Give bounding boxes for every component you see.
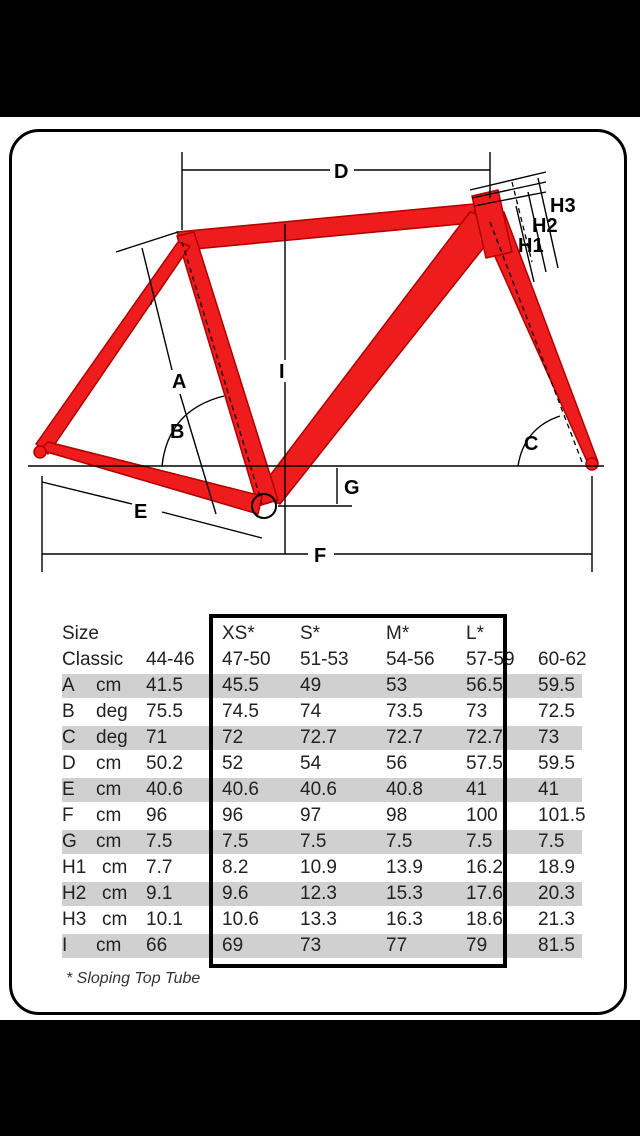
row-value: 72 — [222, 727, 244, 748]
row-value: 45.5 — [222, 675, 259, 696]
row-value: 59.5 — [538, 753, 575, 774]
row-unit: deg — [96, 701, 128, 722]
classic-size-5: 57-59 — [466, 649, 515, 670]
row-value: 21.3 — [538, 909, 575, 930]
row-value: 72.7 — [466, 727, 503, 748]
row-unit: cm — [96, 805, 122, 826]
row-value: 56.5 — [466, 675, 503, 696]
size-header-s: S* — [300, 623, 321, 644]
row-label: E — [62, 779, 75, 800]
row-value: 69 — [222, 935, 244, 956]
row-value: 96 — [222, 805, 244, 826]
label-G: G — [344, 477, 360, 499]
row-value: 20.3 — [538, 883, 575, 904]
row-value: 73 — [466, 701, 488, 722]
row-value: 101.5 — [538, 805, 586, 826]
top-black-bar — [0, 0, 640, 117]
classic-size-2: 47-50 — [222, 649, 271, 670]
label-H1: H1 — [518, 235, 544, 257]
geometry-sheet — [0, 117, 640, 1020]
row-value: 41.5 — [146, 675, 183, 696]
row-value: 10.6 — [222, 909, 259, 930]
row-value: 18.9 — [538, 857, 575, 878]
row-unit: cm — [96, 753, 122, 774]
row-value: 74.5 — [222, 701, 259, 722]
row-value: 66 — [146, 935, 168, 956]
geometry-table — [12, 132, 624, 1012]
row-label: C — [62, 727, 76, 748]
row-value: 72.7 — [300, 727, 337, 748]
row-value: 17.6 — [466, 883, 503, 904]
size-header-label: Size — [62, 623, 99, 644]
label-E: E — [134, 501, 148, 523]
row-value: 54 — [300, 753, 322, 774]
row-value: 7.5 — [466, 831, 493, 852]
row-value: 59.5 — [538, 675, 575, 696]
size-header-l: L* — [466, 623, 484, 644]
label-H2: H2 — [532, 215, 558, 237]
row-value: 96 — [146, 805, 168, 826]
label-A: A — [172, 371, 187, 393]
row-value: 12.3 — [300, 883, 337, 904]
row-value: 72.5 — [538, 701, 575, 722]
row-value: 9.6 — [222, 883, 249, 904]
row-label: B — [62, 701, 75, 722]
classic-size-4: 54-56 — [386, 649, 435, 670]
footnote: * Sloping Top Tube — [66, 970, 201, 987]
row-value: 79 — [466, 935, 488, 956]
row-unit: cm — [96, 779, 122, 800]
row-value: 15.3 — [386, 883, 423, 904]
row-value: 16.3 — [386, 909, 423, 930]
row-value: 74 — [300, 701, 322, 722]
row-value: 16.2 — [466, 857, 503, 878]
row-label: D — [62, 753, 76, 774]
row-value: 72.7 — [386, 727, 423, 748]
row-value: 7.7 — [146, 857, 173, 878]
row-label: F — [62, 805, 74, 826]
row-value: 71 — [146, 727, 168, 748]
row-value: 13.3 — [300, 909, 337, 930]
row-value: 56 — [386, 753, 408, 774]
bottom-black-bar — [0, 1020, 640, 1136]
row-label: A — [62, 675, 75, 696]
row-value: 7.5 — [146, 831, 173, 852]
row-value: 13.9 — [386, 857, 423, 878]
row-value: 81.5 — [538, 935, 575, 956]
classic-label: Classic — [62, 649, 124, 670]
row-label: H1 — [62, 857, 87, 878]
row-unit: deg — [96, 727, 128, 748]
label-F: F — [314, 545, 327, 567]
row-value: 73 — [538, 727, 560, 748]
row-value: 100 — [466, 805, 498, 826]
row-value: 7.5 — [300, 831, 327, 852]
row-value: 40.6 — [300, 779, 337, 800]
label-H3: H3 — [550, 195, 576, 217]
row-unit: cm — [102, 857, 128, 878]
size-header-m: M* — [386, 623, 410, 644]
label-I: I — [279, 361, 285, 383]
classic-size-6: 60-62 — [538, 649, 587, 670]
row-value: 98 — [386, 805, 408, 826]
row-value: 40.6 — [222, 779, 259, 800]
row-value: 73 — [300, 935, 322, 956]
geometry-card — [9, 129, 627, 1015]
label-B: B — [170, 421, 185, 443]
row-value: 52 — [222, 753, 244, 774]
row-value: 9.1 — [146, 883, 173, 904]
classic-size-3: 51-53 — [300, 649, 349, 670]
label-D: D — [334, 161, 349, 183]
row-label: H2 — [62, 883, 87, 904]
row-value: 73.5 — [386, 701, 423, 722]
row-unit: cm — [96, 831, 122, 852]
row-value: 50.2 — [146, 753, 183, 774]
row-value: 40.6 — [146, 779, 183, 800]
size-header-xs: XS* — [222, 623, 255, 644]
row-value: 7.5 — [538, 831, 565, 852]
row-unit: cm — [96, 675, 122, 696]
classic-size-1: 44-46 — [146, 649, 195, 670]
row-value: 10.9 — [300, 857, 337, 878]
row-value: 7.5 — [222, 831, 249, 852]
row-label: G — [62, 831, 77, 852]
row-value: 75.5 — [146, 701, 183, 722]
row-label: I — [62, 935, 68, 956]
row-value: 41 — [538, 779, 560, 800]
row-value: 41 — [466, 779, 488, 800]
row-value: 8.2 — [222, 857, 249, 878]
row-value: 97 — [300, 805, 322, 826]
row-value: 10.1 — [146, 909, 183, 930]
row-value: 77 — [386, 935, 408, 956]
label-C: C — [524, 433, 539, 455]
row-value: 53 — [386, 675, 408, 696]
row-value: 49 — [300, 675, 322, 696]
row-value: 7.5 — [386, 831, 413, 852]
row-unit: cm — [96, 935, 122, 956]
row-value: 57.5 — [466, 753, 503, 774]
row-unit: cm — [102, 909, 128, 930]
row-label: H3 — [62, 909, 87, 930]
sloping-sizes-highlight — [209, 614, 507, 968]
row-value: 40.8 — [386, 779, 423, 800]
row-value: 18.6 — [466, 909, 503, 930]
row-unit: cm — [102, 883, 128, 904]
